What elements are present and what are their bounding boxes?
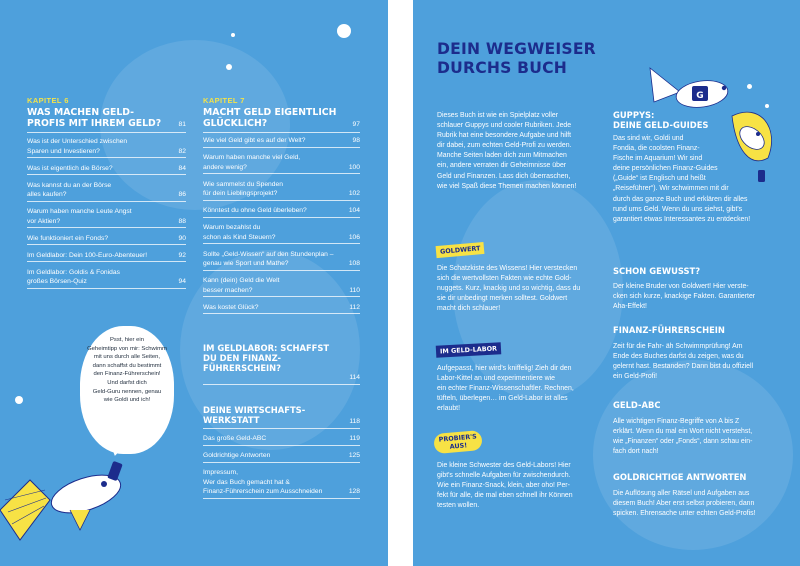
toc-entry-page: 106 (348, 233, 360, 241)
shirt-letter: G (696, 91, 704, 101)
toc-entry-title: Sollte „Geld-Wissen“ auf den Stundenplan – genau wie Sport und Mathe? (203, 250, 334, 268)
toc-entry (203, 180, 360, 201)
toc-entry (27, 251, 186, 263)
antworten-title: GOLDRICHTIGE ANTWORTEN (613, 472, 747, 482)
toc-entry-title: Warum haben manche viel Geld, andere wenig? (203, 153, 301, 171)
chapter-6-label: KAPITEL 6 (27, 96, 69, 105)
toc-entry (203, 136, 360, 148)
schon-gewusst-text: Der kleine Bruder von Goldwert! Hier verste- cken sich kurze, knackige Fakten. Garantierter Aha-Effekt! (613, 283, 756, 311)
toc-entry-title: Goldrichtige Antworten (203, 451, 271, 459)
toc-entry-title: Im Geldlabor: Goldis & Fonidas großes Börsen-Quiz (27, 268, 120, 286)
page-title: DEIN WEGWEISER DURCHS BUCH (437, 40, 596, 77)
fuehrerschein-text: Zeit für die Fahr- äh Schwimmprüfung! Am Ende des Buches darfst du zeigen, was du gelernt hast. Bestanden? Dann bist du offiziell ein Geld-Profi! (613, 343, 754, 381)
toc-entry (27, 137, 186, 158)
guppys-title: GUPPYS: DEINE GELD-GUIDES (613, 110, 709, 131)
divider (203, 384, 360, 385)
divider (203, 428, 360, 429)
toc-entry (27, 268, 186, 289)
geldlabor-entry-page: 114 (349, 374, 360, 381)
goldwert-text: Die Schatzkiste des Wissens! Hier verstecken sich die wertvollsten Fakten wie echte Gold- nuggets. Kurz, knackig und so wichtig, dass du sie dir unbedingt merken solltest. Goldwert macht dich schlauer! (437, 265, 581, 313)
toc-entry-page: 86 (178, 191, 186, 199)
toc-entry-page: 84 (178, 164, 186, 172)
fuehrerschein-title: FINANZ-FÜHRERSCHEIN (613, 325, 725, 335)
toc-entry-title: Im Geldlabor: Dein 100-Euro-Abenteuer! (27, 251, 148, 259)
chapter-6-toc (27, 137, 186, 294)
chapter-6-title: WAS MACHEN GELD-PROFIS MIT IHREM GELD? (27, 107, 162, 129)
toc-entry-page: 100 (348, 163, 360, 171)
geld-abc-text: Alle wichtigen Finanz-Begriffe von A bis Z erklärt. Wenn du mal ein Wort nicht verstehst, wie „Finanzen“ oder „Fonds“, dann schau ein- fach dort nach! (613, 418, 753, 456)
toc-entry-page: 90 (178, 234, 186, 242)
bubble-dot (231, 33, 235, 37)
toc-entry-page: 102 (348, 190, 360, 198)
toc-entry-title: Wie sammelst du Spenden für dein Lieblingsprojekt? (203, 180, 283, 198)
chapter-7-title-page: 97 (352, 121, 360, 128)
toc-entry-title: Was ist der Unterschied zwischen Sparen und Investieren? (27, 138, 128, 155)
toc-entry (203, 206, 360, 218)
toc-entry-page: 82 (178, 147, 186, 155)
toc-entry-title: Könntest du ohne Geld überleben? (203, 207, 307, 215)
toc-entry (203, 153, 360, 174)
geldlabor-badge: IM GELD-LABOR (436, 342, 502, 357)
bubble-dot (15, 396, 23, 404)
toc-entry (203, 223, 360, 244)
toc-entry (27, 207, 186, 228)
werkstatt-title: DEINE WIRTSCHAFTS-WERKSTATT (203, 405, 306, 425)
guppys-text: Das sind wir, Goldi und Fondia, die coolsten Finanz- Fische im Aquarium! Wir sind deine persönlichen Finanz-Guides („Guide“ ist Englisch und heißt „Reiseführer“). Wir schwimmen mit dir durch das ganze Buch und erklären dir alles rund ums Geld. Wenn du uns siehst, gibt's garantiert etwas Interessantes zu entdecken! (613, 135, 751, 223)
toc-entry-page: 88 (178, 217, 186, 225)
fish-with-phone-icon (0, 440, 140, 566)
toc-entry (203, 468, 360, 499)
toc-entry-title: Warum haben manche Leute Angst vor Aktien? (27, 208, 132, 225)
werkstatt-toc (203, 434, 360, 504)
werkstatt-page: 118 (349, 418, 360, 425)
toc-entry-page: 92 (178, 251, 186, 259)
goldwert-badge: GOLDWERT (436, 242, 485, 258)
probiers-text: Die kleine Schwester des Geld-Labors! Hier gibt's schnelle Aufgaben für zwischendurch. Wie ein Finanz-Snack, klein, aber oho! Per- fekt für alle, die mal eben schnell ihr Können testen wollen. (437, 462, 573, 510)
speech-bubble: Psst, hier ein Geheimtipp von mir: Schwimm mit uns durch alle Seiten, dann schaffst du bestimmt den Finanz-Führerschein! Und darfst dich Geld-Guru nennen, genau wie Goldi und ich! (80, 326, 174, 454)
toc-entry (203, 250, 360, 271)
toc-entry-title: Was kannst du an der Börse alles kaufen? (27, 181, 112, 199)
toc-entry (203, 303, 360, 315)
chapter-7-label: KAPITEL 7 (203, 96, 245, 105)
chapter-7-title: MACHT GELD EIGENTLICH GLÜCKLICH? (203, 107, 337, 129)
left-page (0, 0, 388, 566)
toc-entry (27, 234, 186, 246)
toc-entry (27, 181, 186, 202)
divider (27, 132, 186, 133)
toc-entry-page: 110 (349, 286, 360, 294)
toc-entry-title: Warum bezahlst du schon als Kind Steuern? (203, 224, 276, 241)
divider (203, 132, 360, 133)
toc-entry-page: 104 (348, 207, 360, 215)
toc-entry-title: Impressum, Wer das Buch gemacht hat & Finanz-Führerschein zum Ausschneiden (203, 468, 323, 496)
toc-entry-page: 98 (352, 137, 360, 144)
intro-paragraph: Dieses Buch ist wie ein Spielplatz voller schlauer Guppys und cooler Rubriken. Jede Rubrik hat eine besondere Aufgabe und hilft dir dabei, zum echten Geld-Profi zu werden. Manche Seiten laden dich zum Mitmachen ein, andere verraten dir Geheimnisse über Geld und Finanzen. Lass dich überraschen, wie viel Spaß diese Themen machen können! (437, 112, 577, 190)
toc-entry-page: 125 (348, 451, 360, 459)
toc-entry-title: Wie funktioniert ein Fonds? (27, 234, 109, 242)
toc-entry (203, 434, 360, 446)
geldlabor-text: Aufgepasst, hier wird's kniffelig! Zieh dir den Labor-Kittel an und experimentiere wie ein echter Finanz-Wissenschaftler. Rechnen, tüfteln, überlegen… im Geld-Labor ist alles erlaubt! (437, 365, 574, 413)
toc-entry-page: 119 (349, 435, 360, 442)
toc-entry-page: 94 (178, 278, 186, 286)
toc-entry-page: 112 (349, 303, 360, 311)
toc-entry-page: 128 (348, 488, 360, 496)
geld-abc-title: GELD-ABC (613, 400, 661, 410)
toc-entry (203, 451, 360, 463)
bubble-dot (337, 24, 351, 38)
toc-entry-title: Was kostet Glück? (203, 303, 259, 311)
toc-entry (27, 164, 186, 176)
probiers-badge: PROBIER'S AUS! (433, 430, 483, 454)
toc-entry-title: Wie viel Geld gibt es auf der Welt? (203, 137, 306, 144)
guppy-fish-icon (640, 58, 790, 188)
toc-entry-title: Kann (dein) Geld die Welt besser machen? (203, 277, 280, 294)
bubble-dot (226, 64, 232, 70)
toc-entry-title: Das große Geld-ABC (203, 435, 267, 442)
toc-entry-page: 108 (348, 260, 360, 268)
chapter-7-toc (203, 136, 360, 320)
chapter-6-title-page: 81 (178, 121, 186, 128)
antworten-text: Die Auflösung aller Rätsel und Aufgaben aus diesem Buch! Aber erst selbst probieren, dann spicken. Ehrensache unter echten Geld-Profis! (613, 490, 756, 518)
toc-entry (203, 276, 360, 297)
schon-gewusst-title: SCHON GEWUSST? (613, 266, 701, 276)
toc-entry-title: Was ist eigentlich die Börse? (27, 164, 113, 172)
geldlabor-entry-title: IM GELDLABOR: SCHAFFST DU DEN FINANZ-FÜHRERSCHEIN? (203, 343, 330, 373)
